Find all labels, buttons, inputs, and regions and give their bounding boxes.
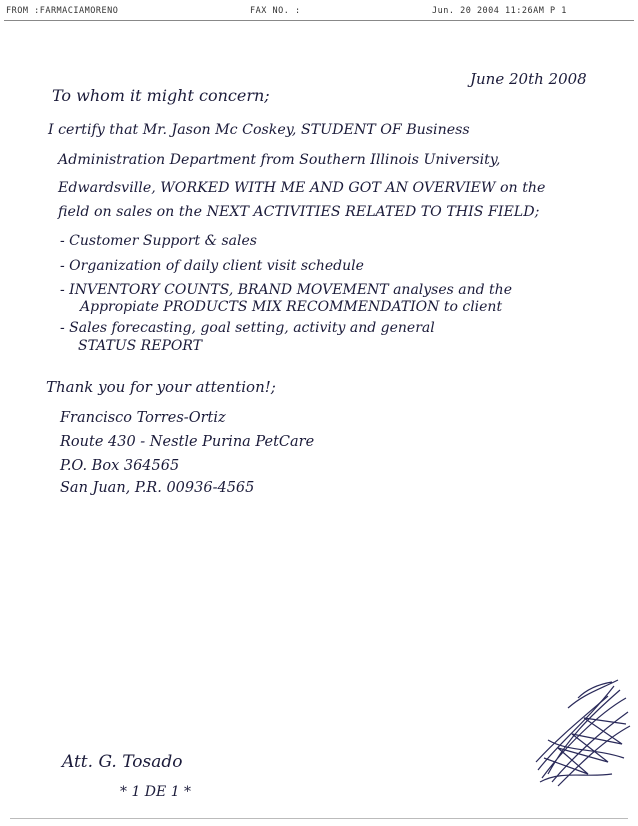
body-line: Administration Department from Southern Illinois University,	[58, 152, 501, 168]
fax-header-divider	[4, 20, 634, 21]
letter-closing: Thank you for your attention!;	[46, 378, 276, 396]
signature-address-line: P.O. Box 364565	[60, 458, 180, 474]
bullet-item: - Customer Support & sales	[60, 233, 257, 249]
bullet-item-continuation: Appropiate PRODUCTS MIX RECOMMENDATION to client	[80, 299, 503, 315]
bullet-item: - INVENTORY COUNTS, BRAND MOVEMENT analyses and the	[60, 282, 512, 298]
signature-address-line: San Juan, P.R. 00936-4565	[60, 480, 255, 496]
bottom-edge-line	[10, 818, 628, 819]
bullet-item: - Organization of daily client visit schedule	[60, 258, 364, 274]
signature-name: Francisco Torres-Ortiz	[60, 410, 226, 426]
body-line: field on sales on the NEXT ACTIVITIES RELATED TO THIS FIELD;	[58, 204, 540, 220]
fax-number: FAX NO. :	[250, 6, 301, 16]
letter-greeting: To whom it might concern;	[52, 86, 270, 105]
fax-from: FROM :FARMACIAMORENO	[6, 6, 119, 16]
fax-date-page: Jun. 20 2004 11:26AM P 1	[432, 6, 567, 16]
letter-date: June 20th 2008	[470, 70, 587, 88]
bullet-item: - Sales forecasting, goal setting, activity and general	[60, 320, 435, 336]
body-line: I certify that Mr. Jason Mc Coskey, STUDENT OF Business	[48, 122, 470, 138]
bullet-item-continuation: STATUS REPORT	[78, 338, 202, 354]
page-code: * 1 DE 1 *	[120, 784, 192, 800]
handwritten-signature-scribble	[528, 678, 632, 790]
body-line: Edwardsville, WORKED WITH ME AND GOT AN OVERVIEW on the	[58, 180, 546, 196]
attention-line: Att. G. Tosado	[62, 752, 183, 772]
signature-address-line: Route 430 - Nestle Purina PetCare	[60, 434, 315, 450]
